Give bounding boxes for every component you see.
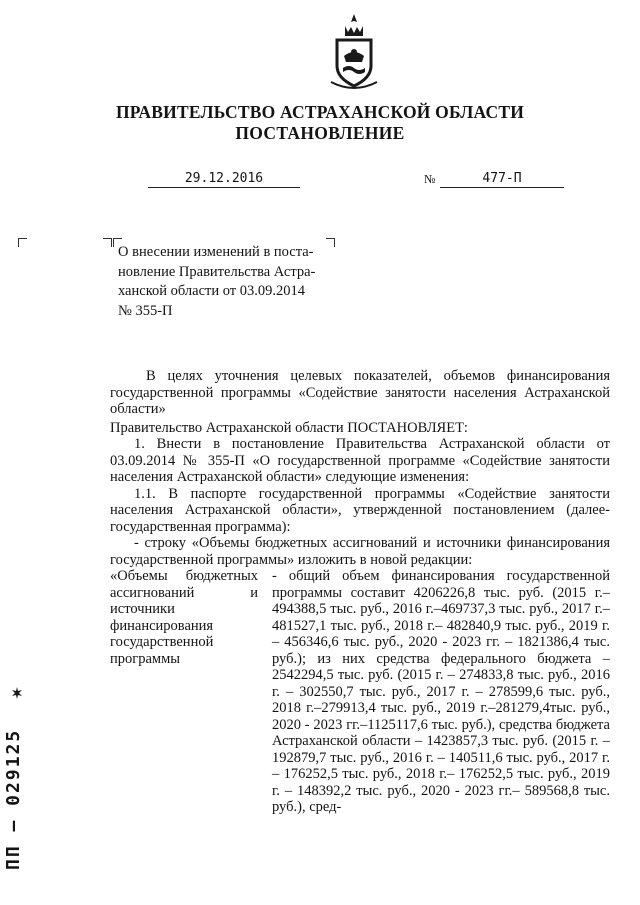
number-sign: № [424,172,436,186]
decree-body [110,368,610,816]
table-left-cell: «Объемы бюджетных ассигнований и источники финансирования государственной программы [110,568,258,667]
table-right-cell: - общий объем финансирования государственной программы составит 4206226,8 тыс. руб. (2015 г.– 494388,5 тыс. руб., 2016 г.–469737,3 тыс. руб., 2017 г.– 481527,1 тыс. руб., 2018 г.– 482840,9 тыс. руб., 2019 г. – 456346,6 тыс. руб., 2020 - 2023 гг. – 1821386,4 тыс. руб.); из них средства федерального бюджета – 2542294,5 тыс. руб. (2015 г. – 274833,8 тыс. руб., 2016 г. – 302550,7 тыс. руб., 2017 г. – 278599,6 тыс. руб., 2018 г.–279913,4 тыс. руб., 2019 г.–281279,4тыс. руб., 2020 - 2023 гг.–1125117,6 тыс. руб.), средства бюджета Астраханской области – 1423857,3 тыс. руб. (2015 г. – 192879,7 тыс. руб., 2016 г. – 140511,6 тыс. руб., 2017 г. – 176252,5 тыс. руб., 2018 г.– 176252,5 тыс. руб., 2019 г. – 148392,2 тыс. руб., 2020 - 2023 гг.– 589568,8 тыс. руб.), сред- [272,568,610,815]
corner-mark [18,238,27,247]
purpose-paragraph: В целях уточнения целевых показателей, объемов финансирования государственной программы «Содействие занятости населения Астраханской области» [110,368,610,417]
subject-line: новление Правительства Астра- [118,263,316,280]
coat-of-arms-emblem [329,12,379,90]
document-type-title: ПОСТАНОВЛЕНИЕ [235,123,405,143]
government-title: ПРАВИТЕЛЬСТВО АСТРАХАНСКОЙ ОБЛАСТИ [115,102,525,122]
passport-table [110,568,610,816]
decree-paragraph: Правительство Астраханской области ПОСТАНОВЛЯЕТ: [110,419,468,436]
decree-number: 477-П [440,170,564,188]
star-mark-icon [10,686,24,700]
corner-mark [103,238,112,247]
item-1-1-paragraph: 1.1. В паспорте государственной программы «Содействие занятости населения Астраханской области», утвержденной постановлением (далее- государственная программа): [110,485,610,535]
decree-date: 29.12.2016 [148,170,300,188]
decree-subject [118,243,332,321]
form-serial-number: ПП – 029125 [3,728,24,870]
subject-line: ханской области от 03.09.2014 [118,283,305,299]
line-item-paragraph: - строку «Объемы бюджетных ассигнований и источники финансирования государственной программы» изложить в новой редакции: [110,535,610,568]
subject-line: № 355-П [118,302,173,319]
item-1-paragraph: 1. Внести в постановление Правительства Астраханской области от 03.09.2014 № 355-П «О государственной программе «Содействие занятости населения Астраханской области» следующие изменения: [110,436,610,485]
subject-line: О внесении изменений в поста- [118,244,314,260]
